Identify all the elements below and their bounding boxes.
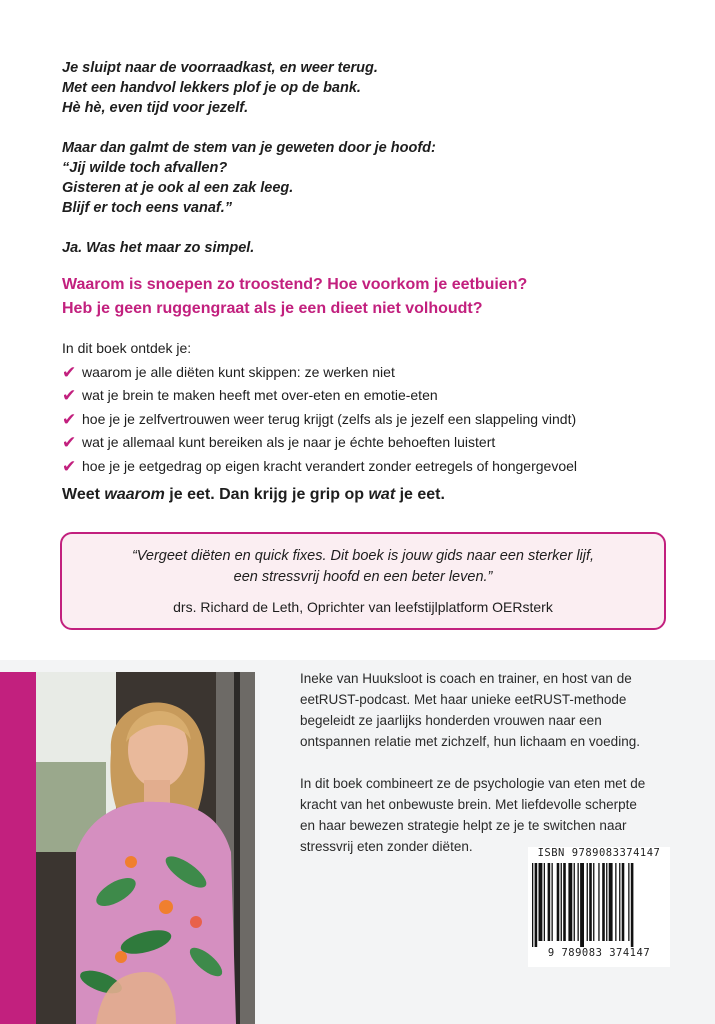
isbn-digits: 9 789083 374147 — [547, 947, 651, 959]
barcode-bar — [587, 863, 588, 941]
bio-line: en haar bewezen strategie helpt ze je te switchen naar — [300, 818, 627, 833]
list-item — [62, 361, 702, 385]
barcode-bar — [557, 863, 560, 941]
barcode-bar — [589, 863, 592, 941]
barcode-bar — [539, 863, 543, 941]
barcode-bar — [544, 863, 545, 941]
tagline — [62, 484, 445, 506]
checkmark-icon: ✔ — [62, 386, 77, 405]
bio-line: eetRUST-podcast. Met haar unieke eetRUST-methode — [300, 692, 627, 707]
bio-line: begeleidt ze jaarlijks honderden vrouwen naar een — [300, 713, 602, 728]
tagline-part: je eet. — [395, 486, 445, 503]
intro-line: Gisteren at je ook al een zak leeg. — [62, 180, 294, 196]
checkmark-icon: ✔ — [62, 456, 77, 476]
barcode-bar — [552, 863, 553, 941]
discover-list-section — [62, 337, 702, 478]
intro-line: “Jij wilde toch afvallen? — [62, 160, 228, 176]
list-item-text: hoe je je zelfvertrouwen weer terug krijgt (zelfs als je jezelf een slappeling vindt) — [82, 410, 577, 427]
quote-line: een stressvrij hoofd en een beter leven.” — [233, 569, 493, 585]
barcode-bar — [548, 863, 551, 941]
intro-line: Met een handvol lekkers plof je op de bank. — [62, 80, 361, 96]
list-item — [62, 408, 702, 432]
bio-line: kracht van het onbewuste brein. Met liefdevolle scherpte — [300, 797, 637, 812]
author-photo — [36, 672, 255, 1024]
bio-line: Ineke van Huuksloot is coach en trainer, en host van de — [300, 671, 632, 686]
tagline-emphasis: wat — [368, 486, 396, 503]
testimonial-box — [60, 532, 666, 630]
bio-line: ontspannen relatie met zichzelf, hun lichaam en voeding. — [300, 734, 640, 749]
barcode-bars — [532, 863, 666, 947]
checkmark-icon: ✔ — [62, 409, 77, 429]
isbn-barcode — [528, 847, 670, 967]
list-item-text: hoe je je eetgedrag op eigen kracht verandert zonder eetregels of hongergevoel — [82, 457, 578, 474]
intro-text — [62, 58, 662, 258]
tagline-part: je eet. Dan krijg je grip op — [164, 486, 369, 503]
testimonial-author: drs. Richard de Leth, Oprichter van leefstijlplatform OERsterk — [173, 599, 553, 615]
barcode-bar — [580, 863, 584, 947]
list-item — [62, 431, 702, 455]
highlight-questions — [62, 273, 682, 321]
tagline-part: Weet — [62, 486, 105, 503]
list-item-text: wat je brein te maken heeft met over-eten en emotie-eten — [82, 387, 438, 403]
barcode-bar — [631, 863, 634, 947]
barcode-bar — [609, 863, 613, 941]
quote-line: “Vergeet diëten en quick fixes. Dit boek is jouw gids naar een sterker lijf, — [131, 548, 595, 564]
intro-line: Je sluipt naar de voorraadkast, en weer terug. — [62, 60, 378, 76]
barcode-bar — [535, 863, 538, 947]
checkmark-icon: ✔ — [62, 362, 77, 382]
barcode-bar — [593, 863, 594, 941]
question-line-2: Heb je geen ruggengraat als je een dieet niet volhoudt? — [62, 300, 483, 317]
barcode-bar — [568, 863, 572, 941]
intro-line: Maar dan galmt de stem van je geweten door je hoofd: — [62, 140, 436, 156]
barcode-bar — [578, 863, 579, 941]
author-bio — [300, 668, 680, 857]
discover-list — [62, 361, 702, 479]
list-item — [62, 384, 702, 408]
barcode-bar — [622, 863, 625, 941]
bio-line: In dit boek combineert ze de psychologie van eten met de — [300, 776, 646, 791]
intro-line: Ja. Was het maar zo simpel. — [62, 240, 255, 256]
discover-heading: In dit boek ontdek je: — [62, 340, 192, 356]
barcode-bar — [606, 863, 607, 941]
barcode-bar — [598, 863, 599, 941]
barcode-bar — [602, 863, 605, 941]
list-item — [62, 455, 702, 479]
barcode-bar — [619, 863, 620, 941]
isbn-label: ISBN 9789083374147 — [537, 847, 661, 859]
barcode-bar — [615, 863, 616, 941]
barcode-bar — [561, 863, 562, 941]
list-item-text: wat je allemaal kunt bereiken als je naar je échte behoeften luistert — [82, 434, 496, 450]
testimonial-quote — [62, 546, 664, 588]
barcode-bar — [574, 863, 575, 941]
question-line-1: Waarom is snoepen zo troostend? Hoe voorkom je eetbuien? — [62, 276, 528, 293]
tagline-emphasis: waarom — [104, 486, 165, 503]
barcode-bar — [563, 863, 566, 941]
barcode-bar — [532, 863, 533, 947]
bio-line: stressvrij eten zonder diëten. — [300, 839, 473, 854]
intro-line: Hè hè, even tijd voor jezelf. — [62, 100, 249, 116]
intro-line: Blijf er toch eens vanaf.” — [62, 200, 233, 216]
list-item-text: waarom je alle diëten kunt skippen: ze werken niet — [82, 363, 395, 380]
checkmark-icon: ✔ — [62, 433, 77, 452]
barcode-bar — [628, 863, 629, 941]
accent-bar — [0, 672, 36, 1024]
